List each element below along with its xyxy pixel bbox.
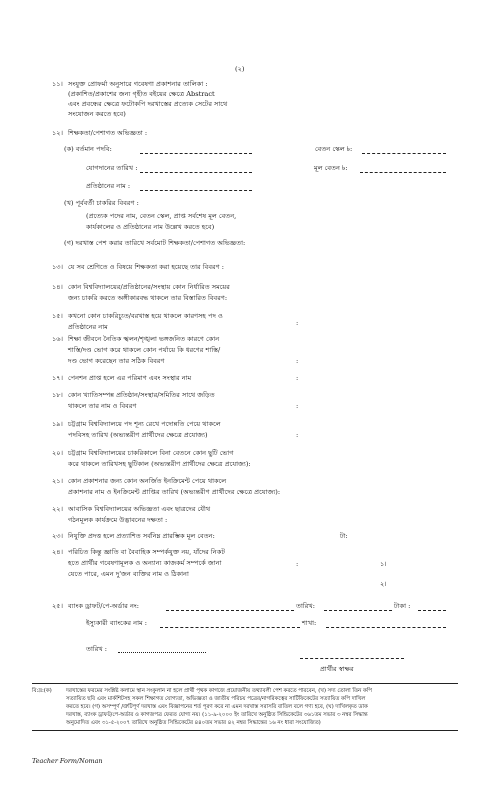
item-24-number: ২৪। — [52, 548, 63, 556]
bank-draft-label: ব্যাংক ড্রাফট/পে-অর্ডার নং: — [68, 602, 139, 610]
item-24-colon: : — [296, 560, 299, 568]
item-16-line3: দণ্ড ভোগ করেছেন তার সঠিক বিবরণ — [68, 357, 165, 365]
issuing-bank-field[interactable] — [160, 627, 300, 628]
item-11-line1: সংযুক্ত প্রোফর্মা অনুসারে গবেষণা প্রকাশনার তালিকা : — [68, 80, 208, 88]
item-16-line1: শিক্ষা জীবনে নৈতিক স্খলন/শৃঙ্খলা ভঙ্গজনিত কারণে কোন — [68, 335, 220, 343]
pay-scale-label: বেতন স্কেল ৳: — [315, 145, 353, 153]
item-11-line3: এবং প্রবন্ধের ক্ষেত্রে ফটোকপি দরখাস্তের প্রত্যেক সেটের সাথে — [68, 100, 228, 108]
signature-line[interactable] — [300, 658, 404, 659]
branch-label: শাখা: — [302, 619, 317, 627]
bank-draft-field[interactable] — [166, 610, 294, 611]
item-24-line2: হতে প্রার্থীর গবেষণামূলক ও অন্যান্য কাজকর্ম সম্পর্কে জানা — [68, 559, 222, 567]
item-24-line1: পরিচিত কিন্তু জ্ঞাতি বা বৈবাহিক সম্পর্কযুক্ত নয়, যাঁদের নিকট — [68, 548, 225, 556]
item-16-number: ১৬। — [52, 335, 63, 343]
item-14-line1: কোন বিশ্ববিদ্যালয়ের/প্রতিষ্ঠানের/সংস্থায় কোন নির্ধারিত সময়ের — [68, 283, 230, 291]
previous-jobs-note1: (প্রত্যেক পদের নাম, বেতন স্কেল, প্রাপ্ত সর্বশেষ মূল বেতন, — [86, 212, 237, 220]
item-15-number: ১৫। — [52, 312, 63, 320]
footnote-line3: করতে হবে। (গ) অসম্পূর্ণ /ত্রুটিপূর্ণ দরখাস্ত এবং বিজ্ঞাপনের শর্ত পূরণ করে না এমন দরখাস্ত সরাসরি বাতিল বলে গণ্য হবে, (ঘ) দাখিলকৃত ডাক — [66, 704, 368, 710]
footnote-line5: অনুমোদিত এবং ৩১-৫-২০০৭ তারিখে অনুষ্ঠিত সিন্ডিকেটের ৪৪০তম সভার ৪২ নম্বর সিদ্ধান্তের ১৬ নং ধারা সংযোজিত) — [66, 720, 321, 726]
previous-jobs-label: (খ) পূর্ববর্তী চাকরির বিবরণ : — [64, 199, 139, 207]
item-22-number: ২২। — [52, 505, 63, 513]
signature-date-field[interactable] — [118, 652, 206, 653]
item-21-line2: প্রকাশনার নাম ও ইনক্রিমেন্ট প্রাপ্তির তারিখ (অভ্যন্তরীণ প্রার্থীদের ক্ষেত্রে প্রযোজ্য): — [68, 488, 281, 496]
item-14-number: ১৪। — [52, 283, 63, 291]
item-19-line1: চট্টগ্রাম বিশ্ববিদ্যালয়ে পদ শূন্য রেখে পদোন্নতি পেয়ে থাকলে — [68, 420, 221, 428]
joining-date-label: যোগদানের তারিখ : — [86, 164, 138, 172]
item-18-line2: থাকলে তার নাম ও বিবরণ — [68, 402, 137, 410]
branch-field[interactable] — [326, 627, 446, 628]
item-18-line1: কোন খ্যাতিসম্পন্ন প্রতিষ্ঠান/সংস্থার/সমিতির সাথে জড়িত — [68, 391, 215, 399]
item-13-text: যে সব শ্রেণিতে ও বিষয়ে শিক্ষকতা করা হয়েছে তার বিবরণ : — [68, 263, 224, 271]
item-11-line2: (প্রকাশিত/প্রকাশের জন্য গৃহীত বইয়ের ক্ষেত্রে Abstract — [68, 90, 215, 98]
footnote-prefix: বি:দ্র:(ক) — [32, 688, 52, 694]
reference-1-label: ১। — [380, 560, 387, 568]
item-20-line2: করে থাকলে তারিখসহ ছুটিকাল (অভ্যন্তরীণ প্রার্থীদের ক্ষেত্রে প্রযোজ্য): — [68, 460, 251, 468]
item-18-number: ১৮। — [52, 391, 63, 399]
item-23-currency: টা: — [340, 532, 348, 540]
basic-pay-label: মূল বেতন ৳: — [314, 164, 348, 172]
item-16-line2: শাস্তি/দণ্ড ভোগ করে থাকলে কোন পর্যায়ে কি ধরণের শাস্তি/ — [68, 346, 221, 354]
issuing-bank-label: ইস্যুকারী ব্যাংকের নাম : — [86, 619, 147, 627]
taka-label: টাকা : — [394, 602, 411, 610]
item-17-text: পেনশন প্রাপ্ত হলে এর পরিমাণ এবং সংস্থার নাম — [68, 374, 192, 382]
previous-jobs-note2: কার্যকালের ও প্রতিষ্ঠানের নাম উল্লেখ করতে হবে) — [86, 223, 215, 231]
signature-date-label: তারিখ : — [86, 645, 108, 653]
item-25-number: ২৫। — [52, 602, 63, 610]
footnote-top-rule — [32, 683, 458, 684]
item-13-number: ১৩। — [52, 263, 63, 271]
institution-name-field[interactable] — [140, 190, 252, 191]
total-experience-label: (গ) দরখাস্ত পেশ করার তারিখে সর্বমোট শিক্ষকতা/পেশাগত অভিজ্ঞতা: — [64, 239, 246, 247]
item-14-line2: জন্য চাকরি করতে অঙ্গীকারবদ্ধ থাকলে তার বিস্তারিত বিবরণ: — [68, 294, 228, 302]
item-22-line1: আবাসিক বিশ্ববিদ্যালয়ের অভিজ্ঞতা এবং ছাত্রদের যৌথ — [68, 505, 211, 513]
applicant-signature-label: প্রার্থীর স্বাক্ষর — [320, 665, 354, 673]
item-23-text: নিযুক্তি প্রদত্ত হলে প্রত্যাশিত সর্বনিম্ন প্রারম্ভিক মূল বেতন: — [68, 532, 215, 540]
item-19-line2: পদবিসহ তারিখ (অভ্যন্তরীণ প্রার্থীদের ক্ষেত্রে প্রযোজ্য) — [68, 431, 208, 439]
item-23-number: ২৩। — [52, 532, 63, 540]
item-15-line2: প্রতিষ্ঠানের নাম — [68, 323, 108, 331]
current-designation-field[interactable] — [140, 153, 252, 154]
item-17-number: ১৭। — [52, 374, 63, 382]
item-12-number: ১২। — [52, 129, 63, 137]
footnote-line2: সত্যায়িত ছবি এবং মার্কশিটসহ সকল শিক্ষাগত যোগ্যতা, অভিজ্ঞতা ও জাতীয় পরিচয় পত্রের/নাগরিকত্বের সার্টিফিকেটের সত্যায়িত কপি দাখিল — [66, 696, 366, 702]
page-number: (২) — [235, 65, 245, 73]
reference-2-label: ২। — [380, 580, 387, 588]
footnote-line1: দরখাস্তের ফরমের সংশ্লিষ্ট কলামে স্থান সংকুলান না হলে প্রার্থী পৃথক কাগজে প্রয়োজনীয় তথ্যাবলী পেশ করতে পারবেন, (খ) সদ্য তোলা তিন কপি — [66, 688, 372, 694]
institution-name-label: প্রতিষ্ঠানের নাম : — [86, 182, 131, 190]
item-22-line2: গঠনমূলক কার্যক্রমে উদ্ভাবনের দক্ষতা : — [68, 516, 168, 524]
draft-date-label: তারিখ: — [296, 602, 315, 610]
item-11-number: ১১। — [52, 80, 63, 88]
item-15-colon: : — [296, 319, 299, 327]
footnote-bottom-rule — [32, 730, 458, 731]
item-21-number: ২১। — [52, 477, 63, 485]
item-20-number: ২০। — [52, 449, 63, 457]
item-18-colon: : — [296, 402, 299, 410]
item-12-title: শিক্ষকতা/পেশাগত অভিজ্ঞতা : — [68, 129, 148, 137]
item-19-number: ১৯। — [52, 420, 63, 428]
item-17-colon: : — [296, 374, 299, 382]
footnote-line4: দরখাস্ত, ব্যাংক ড্রাফট/পে-অর্ডার ও কাগজপত্র ফেরত যোগ্য নয়। (১১-৯-২০০০ ইং তারিখে অনুষ্ঠিত সিন্ডিকেটের ৩৬১তম সভার ৩ নম্বর সিদ্ধান্ত — [66, 712, 368, 718]
basic-pay-field[interactable] — [360, 172, 446, 173]
item-15-line1: কখনো কোন চাকরিচ্যুত/বরখাস্ত হয়ে থাকলে কারণসহ পদ ও — [68, 312, 223, 320]
taka-field[interactable] — [418, 610, 446, 611]
joining-date-field[interactable] — [140, 172, 252, 173]
current-designation-label: (ক) বর্তমান পদবি: — [64, 145, 112, 153]
item-20-line1: চট্টগ্রাম বিশ্ববিদ্যালয়ের চাকরিকালে বিনা বেতনে কোন ছুটি ভোগ — [68, 449, 234, 457]
item-21-line1: কোন প্রকাশনার জন্য কোন অনর্জিত ইনক্রিমেন্ট পেয়ে থাকলে — [68, 477, 227, 485]
pay-scale-field[interactable] — [362, 153, 446, 154]
draft-date-field[interactable] — [324, 610, 392, 611]
item-19-colon: : — [296, 431, 299, 439]
form-id: Teacher Form/Noman — [32, 757, 103, 765]
item-11-line4: সংযোজন করতে হবে) — [68, 110, 126, 118]
item-24-line3: যেতে পারে, এমন দু'জন ব্যক্তির নাম ও ঠিকানা — [68, 570, 189, 578]
item-16-colon: : — [296, 357, 299, 365]
